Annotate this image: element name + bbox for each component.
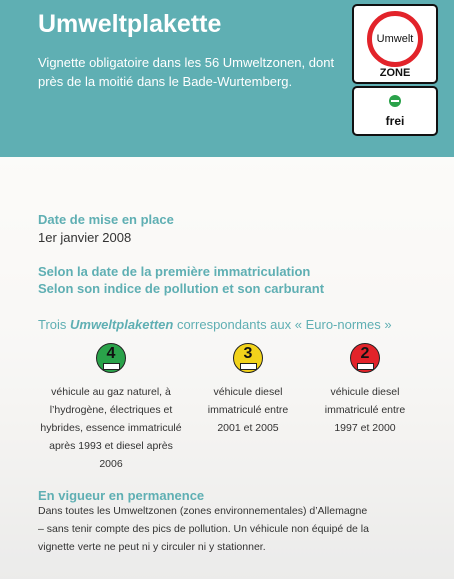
sticker-4-line: hybrides, essence immatriculé bbox=[40, 422, 182, 434]
euro-heading-emphasis: Umweltplaketten bbox=[70, 317, 174, 332]
sticker-4-line: 2006 bbox=[99, 458, 123, 470]
sticker-3-line: véhicule diesel bbox=[213, 386, 283, 398]
sticker-4-description bbox=[20, 383, 202, 473]
zone-label: ZONE bbox=[379, 67, 411, 79]
sticker-2-line: 1997 et 2000 bbox=[334, 422, 396, 434]
sticker-number: 3 bbox=[243, 345, 253, 362]
permanent-line: vignette verte ne peut ni y circuler ni y stationner. bbox=[38, 541, 266, 553]
sticker-2-icon bbox=[350, 343, 380, 373]
permanent-line: Dans toutes les Umweltzonen (zones environnementales) d’Allemagne bbox=[38, 505, 368, 517]
sticker-2-line: immatriculé entre bbox=[324, 404, 406, 416]
euro-heading-suffix: correspondants aux « Euro-normes » bbox=[173, 317, 392, 332]
sticker-number: 4 bbox=[106, 345, 116, 362]
green-sticker-icon bbox=[389, 95, 401, 107]
sticker-3-line: immatriculé entre bbox=[207, 404, 289, 416]
euro-heading bbox=[38, 317, 392, 332]
euro-heading-prefix: Trois bbox=[38, 317, 71, 332]
prohibition-ring-icon bbox=[367, 11, 423, 67]
sticker-4-line: après 1993 et diesel après bbox=[49, 440, 173, 452]
frei-sign bbox=[352, 86, 438, 136]
permanent-heading: En vigueur en permanence bbox=[38, 488, 205, 503]
sticker-2-line: véhicule diesel bbox=[330, 386, 400, 398]
criterion-1: Selon la date de la première immatriculation bbox=[38, 264, 311, 279]
criterion-2: Selon son indice de pollution et son carburant bbox=[38, 281, 325, 296]
sticker-plate bbox=[240, 363, 257, 370]
sticker-4-line: l’hydrogène, électriques et bbox=[49, 404, 173, 416]
sticker-plate bbox=[103, 363, 120, 370]
header-description: Vignette obligatoire dans les 56 Umweltzonen, dont près de la moitié dans le Bade-Wurtemberg. bbox=[38, 55, 335, 89]
sticker-3-line: 2001 et 2005 bbox=[217, 422, 279, 434]
sticker-4-line: véhicule au gaz naturel, à bbox=[51, 386, 171, 398]
date-heading: Date de mise en place bbox=[38, 212, 174, 227]
ring-text: Umwelt bbox=[376, 33, 414, 45]
date-value: 1er janvier 2008 bbox=[38, 230, 132, 245]
sticker-2-description bbox=[293, 383, 437, 437]
sticker-plate bbox=[357, 363, 374, 370]
frei-label: frei bbox=[385, 114, 405, 128]
sticker-4-icon bbox=[96, 343, 126, 373]
permanent-line: – sans tenir compte des pics de pollution. Un véhicule non équipé de la bbox=[38, 523, 369, 535]
sticker-number: 2 bbox=[360, 345, 370, 362]
page-title: Umweltplakette bbox=[38, 10, 222, 38]
umweltzone-sign bbox=[352, 4, 438, 84]
sticker-3-icon bbox=[233, 343, 263, 373]
permanent-body bbox=[38, 502, 448, 556]
header-banner bbox=[0, 0, 454, 157]
